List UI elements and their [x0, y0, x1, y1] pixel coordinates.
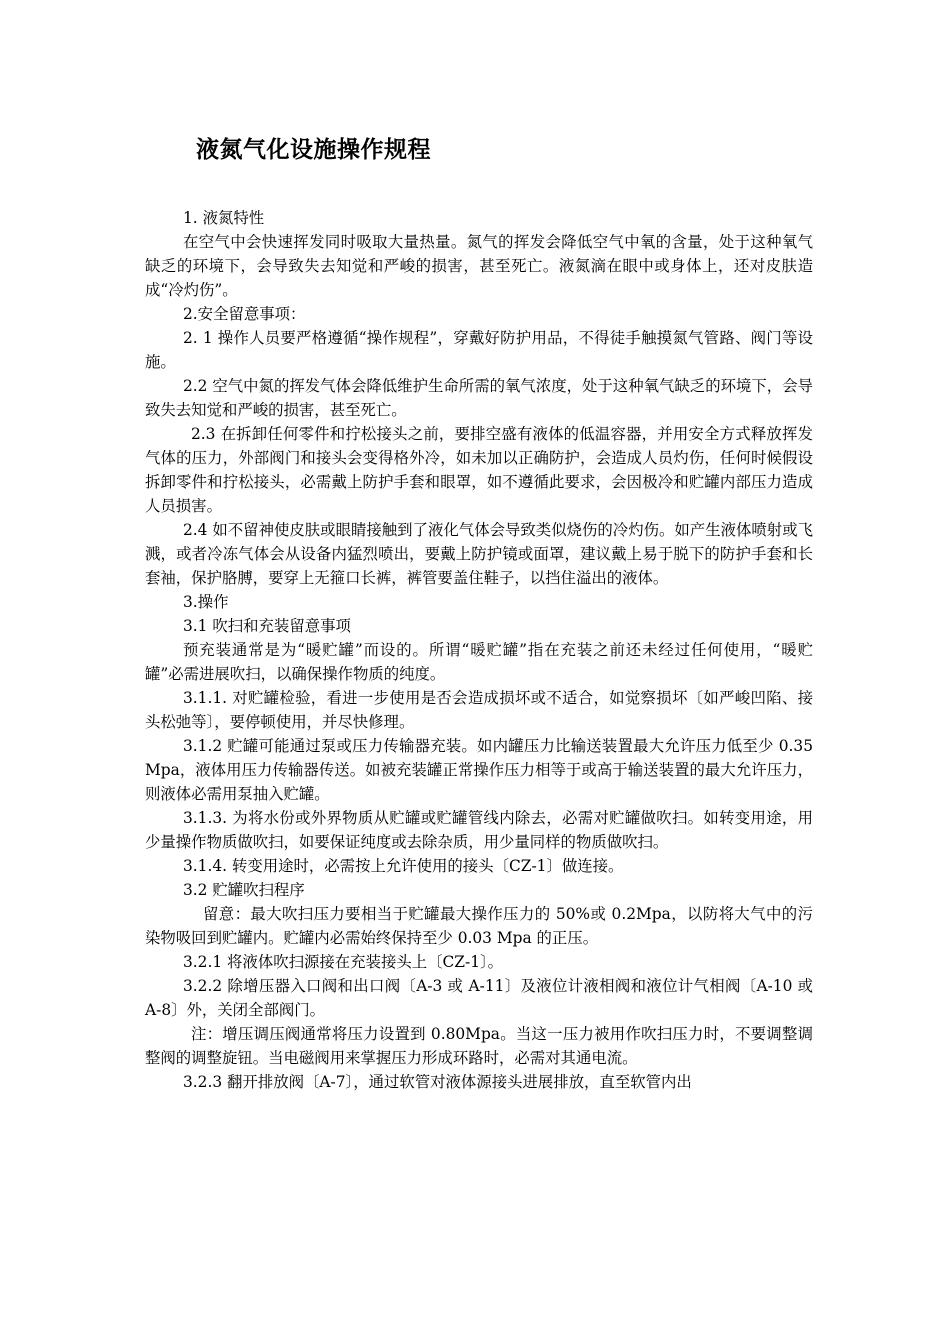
- document-body: [145, 206, 813, 1094]
- subsection-heading-3-1: 3.1 吹扫和充装留意事项: [183, 617, 351, 635]
- paragraph-3-1-2: 3.1.2 贮罐可能通过泵或压力传输器充装。如内罐压力比输送装置最大允许压力低至少 0.35 Mpa，液体用压力传输器传送。如被充装罐正常操作压力相等于或高于输送装置的最大允许压力，则液体必需用泵抽入贮罐。: [145, 737, 813, 803]
- paragraph-1-body: 在空气中会快速挥发同时吸取大量热量。氮气的挥发会降低空气中氧的含量，处于这种氧气缺乏的环境下，会导致失去知觉和严峻的损害，甚至死亡。液氮滴在眼中或身体上，还对皮肤造成“冷灼伤”。: [145, 233, 813, 299]
- paragraph-3-1-intro: 预充装通常是为“暖贮罐”而设的。所谓“暖贮罐”指在充装之前还未经过任何使用，“暖贮罐”必需进展吹扫，以确保操作物质的纯度。: [145, 641, 813, 683]
- paragraph-2-3: 2.3 在拆卸任何零件和拧松接头之前，要排空盛有液体的低温容器，并用安全方式释放挥发气体的压力，外部阀门和接头会变得格外冷，如未加以正确防护，会造成人员灼伤，任何时候假设拆卸零件和拧松接头，必需戴上防护手套和眼罩，如不遵循此要求，会因极冷和贮罐内部压力造成人员损害。: [145, 425, 813, 515]
- paragraph-3-1-1: 3.1.1. 对贮罐检验，看进一步使用是否会造成损坏或不适合，如觉察损坏〔如严峻凹陷、接头松弛等〕，要停顿使用，并尽快修理。: [145, 689, 813, 731]
- paragraph-2-1: 2. 1 操作人员要严格遵循“操作规程”，穿戴好防护用品，不得徒手触摸氮气管路、阀门等设施。: [145, 329, 813, 371]
- paragraph-3-2-1: 3.2.1 将液体吹扫源接在充装接头上〔CZ-1〕。: [183, 953, 504, 971]
- document-title: 液氮气化设施操作规程: [196, 137, 431, 163]
- section-heading-3: 3.操作: [183, 593, 229, 611]
- subsection-heading-3-2: 3.2 贮罐吹扫程序: [183, 881, 305, 899]
- paragraph-3-2-notice: 留意：最大吹扫压力要相当于贮罐最大操作压力的 50%或 0.2Mpa，以防将大气中的污染物吸回到贮罐内。贮罐内必需始终保持至少 0.03 Mpa 的正压。: [145, 905, 813, 947]
- paragraph-3-1-3: 3.1.3. 为将水份或外界物质从贮罐或贮罐管线内除去，必需对贮罐做吹扫。如转变用途，用少量操作物质做吹扫，如要保证纯度或去除杂质，用少量同样的物质做吹扫。: [145, 809, 813, 851]
- paragraph-2-4: 2.4 如不留神使皮肤或眼睛接触到了液化气体会导致类似烧伤的冷灼伤。如产生液体喷射或飞溅，或者冷冻气体会从设备内猛烈喷出，要戴上防护镜或面罩，建议戴上易于脱下的防护手套和长套袖，保护胳膊，要穿上无箍口长裤，裤管要盖住鞋子，以挡住溢出的液体。: [145, 521, 813, 587]
- paragraph-3-2-note: 注：增压调压阀通常将压力设置到 0.80Mpa。当这一压力被用作吹扫压力时，不要调整调整阀的调整旋钮。当电磁阀用来掌握压力形成环路时，必需对其通电流。: [145, 1025, 813, 1067]
- paragraph-3-2-2: 3.2.2 除增压器入口阀和出口阀〔A-3 或 A-11〕及液位计液相阀和液位计气相阀〔A-10 或 A-8〕外，关闭全部阀门。: [145, 977, 813, 1019]
- paragraph-3-2-3: 3.2.3 翻开排放阀〔A-7〕，通过软管对液体源接头进展排放，直至软管内出: [183, 1073, 692, 1091]
- section-heading-1: 1. 液氮特性: [183, 209, 265, 227]
- paragraph-2-2: 2.2 空气中氮的挥发气体会降低维护生命所需的氧气浓度，处于这种氧气缺乏的环境下，会导致失去知觉和严峻的损害，甚至死亡。: [145, 377, 813, 419]
- paragraph-3-1-4: 3.1.4. 转变用途时，必需按上允许使用的接头〔CZ-1〕做连接。: [183, 857, 624, 875]
- section-heading-2: 2.安全留意事项：: [183, 305, 306, 323]
